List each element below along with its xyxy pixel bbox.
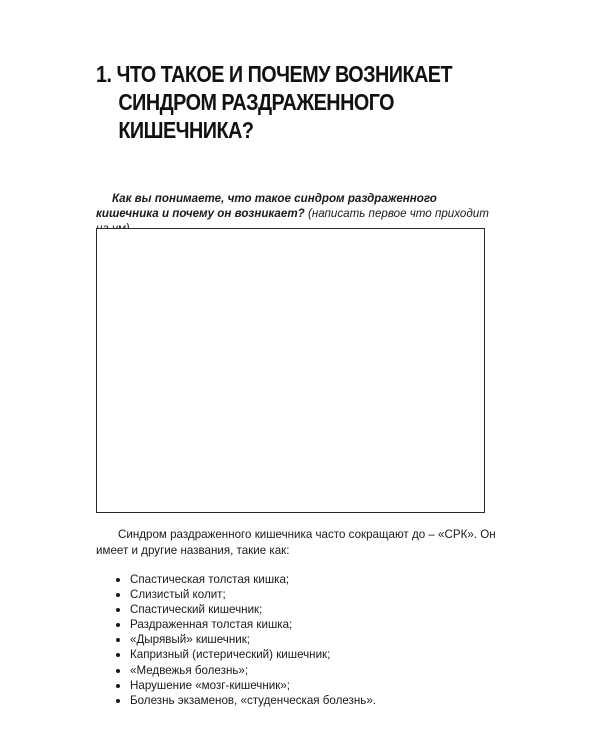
alternative-names-list <box>116 572 376 708</box>
list-item-text: «Дырявый» кишечник; <box>130 633 250 647</box>
intro-paragraph: Синдром раздраженного кишечника часто сокращают до – «СРК». Он имеет и другие названия, такие как: <box>96 528 496 557</box>
bullet-icon <box>116 578 120 582</box>
list-item-text: Капризный (истерический) кишечник; <box>130 648 331 662</box>
list-item-text: Спастическая толстая кишка; <box>130 573 290 586</box>
bullet-icon <box>116 638 120 642</box>
bullet-icon <box>116 684 120 688</box>
list-item-text: Раздраженная толстая кишка; <box>130 618 293 632</box>
bullet-icon <box>116 623 120 627</box>
bullet-icon <box>116 608 120 612</box>
answer-box[interactable] <box>96 228 485 513</box>
chapter-title-line: 1. ЧТО ТАКОЕ И ПОЧЕМУ ВОЗНИКАЕТ <box>96 61 453 87</box>
list-item-text: Нарушение «мозг-кишечник»; <box>130 678 290 692</box>
exercise-question-text: Как вы понимаете, что такое синдром раздраженного кишечника и почему он возникает? <box>96 192 437 220</box>
list-item <box>116 693 376 708</box>
bullet-icon <box>116 669 120 673</box>
list-item-text: Слизистый колит; <box>130 588 226 602</box>
chapter-title <box>96 60 453 144</box>
exercise-hint: (написать первое что приходит <box>307 207 489 220</box>
list-item <box>116 587 376 602</box>
list-item-text: Болезнь экзаменов, «студенческая болезнь». <box>130 693 376 707</box>
bullet-icon <box>116 699 120 703</box>
list-item <box>116 647 376 662</box>
list-item-text: «Медвежья болезнь»; <box>130 663 249 677</box>
bullet-icon <box>116 593 120 597</box>
bullet-icon <box>116 653 120 657</box>
chapter-title-line: СИНДРОМ РАЗДРАЖЕННОГО <box>118 89 395 115</box>
list-item <box>116 617 376 632</box>
list-item-text: Спастический кишечник; <box>130 603 263 617</box>
list-item <box>116 602 376 617</box>
list-item <box>116 632 376 647</box>
list-item <box>116 663 376 678</box>
list-item <box>116 572 376 587</box>
list-item <box>116 678 376 693</box>
chapter-title-line: КИШЕЧНИКА? <box>118 117 254 143</box>
